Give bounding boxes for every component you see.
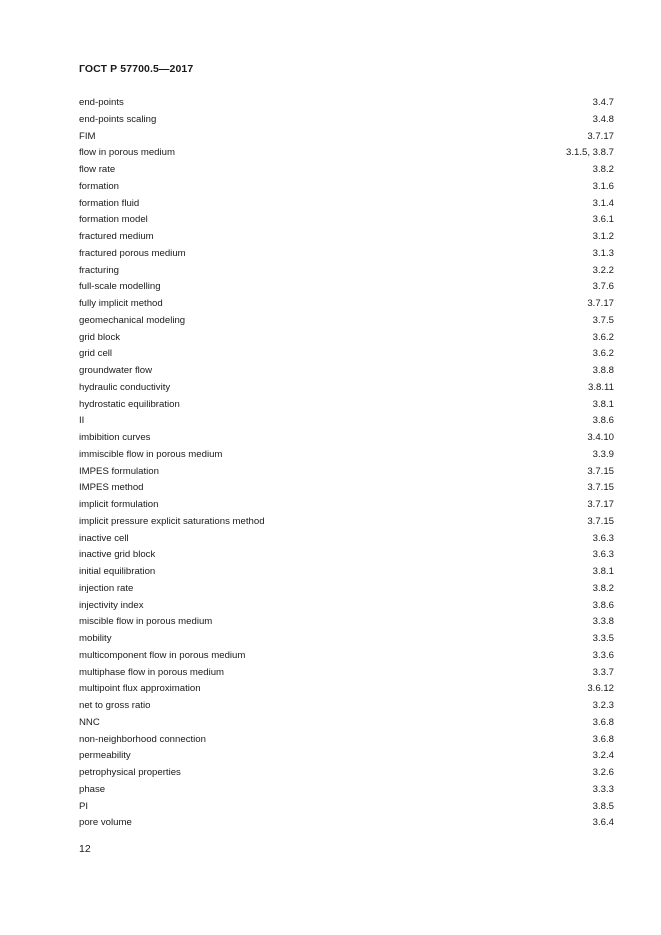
index-term: FIM (79, 130, 96, 142)
index-reference: 3.6.1 (592, 214, 614, 226)
index-term: fractured medium (79, 231, 154, 242)
index-term: formation fluid (79, 197, 140, 209)
index-term: net to gross ratio (79, 700, 151, 711)
index-entry (79, 279, 614, 296)
index-term: grid block (79, 331, 121, 343)
index-entry (79, 564, 614, 581)
index-term: implicit pressure explicit saturations method (79, 515, 265, 527)
index-reference: 3.3.9 (592, 448, 614, 460)
index-entry (79, 464, 614, 481)
index-entry (79, 380, 614, 397)
index-term: injectivity index (79, 599, 144, 611)
index-reference: 3.8.1 (592, 398, 614, 410)
index-term: end-points scaling (79, 113, 157, 125)
index-entry (79, 430, 614, 447)
index-term: inactive cell (79, 532, 129, 544)
index-reference: 3.7.6 (592, 281, 614, 293)
index-reference: 3.7.15 (587, 482, 614, 494)
index-reference: 3.8.2 (592, 582, 614, 594)
index-reference: 3.8.11 (588, 381, 614, 393)
index-reference: 3.6.3 (592, 532, 614, 544)
index-reference: 3.4.7 (592, 97, 614, 108)
index-term: fractured porous medium (79, 247, 186, 259)
index-entry (79, 112, 614, 129)
index-entry (79, 95, 614, 112)
index-term: flow in porous medium (79, 147, 175, 159)
index-entry (79, 447, 614, 464)
index-term: groundwater flow (79, 365, 153, 376)
index-term: mobility (79, 633, 112, 644)
index-entry (79, 631, 614, 648)
index-term: inactive grid block (79, 549, 156, 561)
index-entry (79, 346, 614, 363)
index-reference: 3.6.8 (592, 733, 614, 745)
index-term: multicomponent flow in porous medium (79, 649, 246, 661)
index-entry (79, 782, 614, 799)
index-reference: 3.3.5 (592, 633, 614, 644)
index-term: formation (79, 180, 119, 192)
index-term: hydrostatic equilibration (79, 398, 180, 410)
index-term: IMPES method (79, 482, 144, 494)
index-entry (79, 648, 614, 665)
index-reference: 3.8.2 (592, 164, 614, 175)
index-entry (79, 497, 614, 514)
index-reference: 3.2.4 (592, 750, 614, 762)
index-entry (79, 145, 614, 162)
index-reference: 3.7.15 (587, 465, 614, 477)
index-reference: 3.8.6 (592, 415, 614, 427)
index-reference: 3.3.3 (592, 783, 614, 795)
index-entry (79, 313, 614, 330)
index-entry (79, 480, 614, 497)
index-reference: 3.8.1 (592, 566, 614, 577)
index-entry (79, 263, 614, 280)
index-reference: 3.3.7 (592, 666, 614, 678)
index-reference: 3.3.8 (592, 616, 614, 628)
index-reference: 3.1.4 (592, 197, 614, 209)
index-term: non-neighborhood connection (79, 733, 206, 745)
index-reference: 3.3.6 (592, 649, 614, 661)
index-entry (79, 698, 614, 715)
index-reference: 3.8.8 (592, 365, 614, 376)
index-entry (79, 581, 614, 598)
index-term: multipoint flux approximation (79, 683, 201, 695)
index-reference: 3.6.8 (592, 716, 614, 728)
index-reference: 3.6.3 (592, 549, 614, 561)
index-term: formation model (79, 214, 148, 226)
index-entry (79, 815, 614, 832)
index-entry (79, 748, 614, 765)
index-entry (79, 531, 614, 548)
index-entry (79, 799, 614, 816)
index-term: petrophysical properties (79, 767, 181, 778)
index-reference: 3.8.5 (592, 800, 614, 812)
index-entry (79, 296, 614, 313)
index-term: phase (79, 783, 106, 795)
index-term: IMPES formulation (79, 465, 159, 477)
index-term: fully implicit method (79, 298, 163, 309)
index-reference: 3.6.2 (592, 331, 614, 343)
index-reference: 3.2.6 (592, 767, 614, 778)
index-reference: 3.7.5 (592, 314, 614, 326)
index-reference: 3.4.8 (592, 113, 614, 125)
index-term: grid cell (79, 348, 113, 360)
index-term: end-points (79, 97, 124, 108)
index-term: II (79, 415, 85, 427)
index-term: fracturing (79, 264, 119, 276)
index-term: multiphase flow in porous medium (79, 666, 225, 678)
index-entry (79, 179, 614, 196)
index-entry (79, 598, 614, 615)
index-term: full-scale modelling (79, 281, 161, 293)
term-index-list (79, 95, 614, 832)
index-entry (79, 514, 614, 531)
index-term: initial equilibration (79, 566, 156, 577)
index-term: PI (79, 800, 89, 812)
index-entry (79, 397, 614, 414)
document-header: ГОСТ Р 57700.5—2017 (79, 63, 194, 75)
page-number: 12 (79, 843, 91, 855)
index-reference: 3.2.2 (592, 264, 614, 276)
index-term: immiscible flow in porous medium (79, 448, 223, 460)
index-reference: 3.7.17 (587, 499, 614, 510)
index-entry (79, 229, 614, 246)
index-reference: 3.7.17 (587, 130, 614, 142)
index-entry (79, 765, 614, 782)
index-term: permeability (79, 750, 131, 762)
index-entry (79, 614, 614, 631)
index-entry (79, 681, 614, 698)
index-entry (79, 715, 614, 732)
index-entry (79, 129, 614, 146)
index-entry (79, 212, 614, 229)
index-reference: 3.6.4 (592, 817, 614, 829)
index-entry (79, 196, 614, 213)
index-term: imbibition curves (79, 432, 151, 443)
index-reference: 3.6.2 (592, 348, 614, 360)
index-entry (79, 732, 614, 749)
index-entry (79, 162, 614, 179)
index-term: flow rate (79, 164, 116, 175)
index-reference: 3.1.2 (592, 231, 614, 242)
index-term: miscible flow in porous medium (79, 616, 213, 628)
index-entry (79, 246, 614, 263)
index-term: injection rate (79, 582, 134, 594)
index-reference: 3.2.3 (592, 700, 614, 711)
index-reference: 3.4.10 (587, 432, 614, 443)
index-entry (79, 363, 614, 380)
index-reference: 3.1.6 (592, 180, 614, 192)
index-entry (79, 330, 614, 347)
index-term: hydraulic conductivity (79, 381, 171, 393)
index-reference: 3.6.12 (587, 683, 614, 695)
index-term: implicit formulation (79, 499, 159, 510)
index-reference: 3.1.3 (592, 247, 614, 259)
index-term: pore volume (79, 817, 132, 829)
index-entry (79, 547, 614, 564)
index-entry (79, 413, 614, 430)
index-term: geomechanical modeling (79, 314, 186, 326)
index-term: NNC (79, 716, 100, 728)
index-reference: 3.7.15 (587, 515, 614, 527)
index-reference: 3.1.5, 3.8.7 (565, 147, 614, 159)
index-entry (79, 665, 614, 682)
index-reference: 3.7.17 (587, 298, 614, 309)
index-reference: 3.8.6 (592, 599, 614, 611)
